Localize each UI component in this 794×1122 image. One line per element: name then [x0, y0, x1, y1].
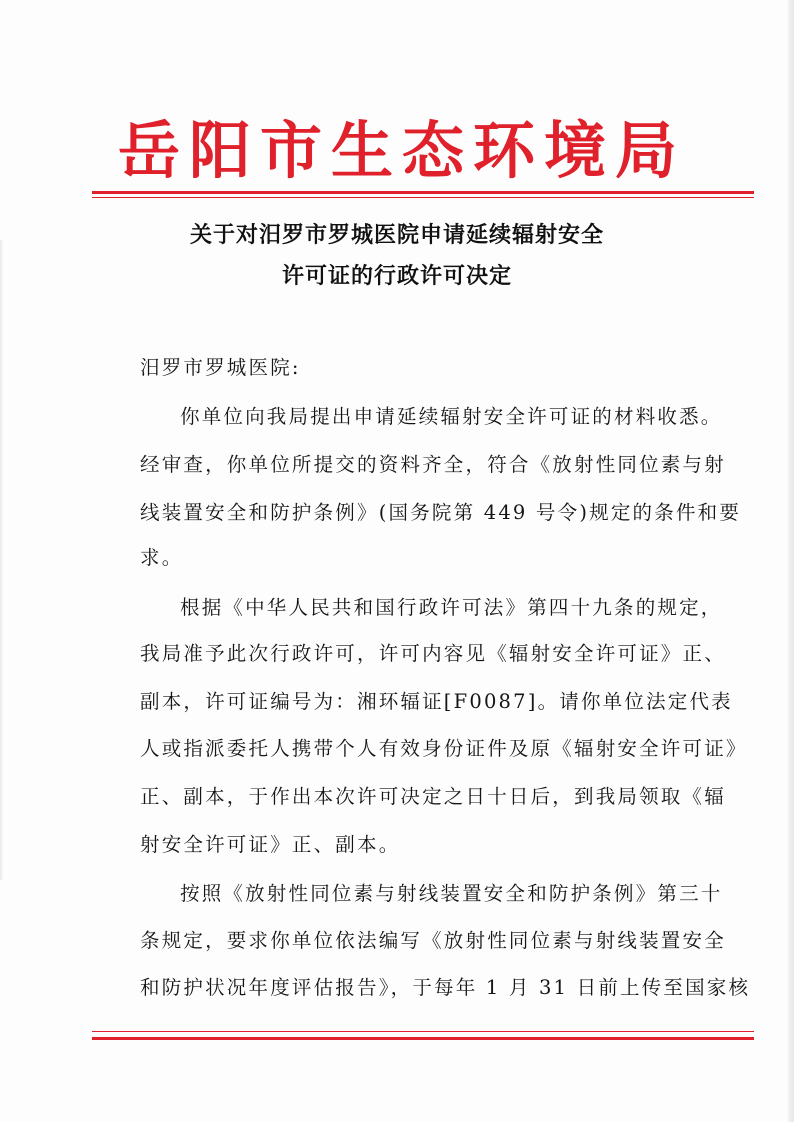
paragraph-1-line-2: 经审查，你单位所提交的资料齐全，符合《放射性同位素与射 — [140, 453, 726, 476]
masthead-rule-thick — [92, 191, 754, 194]
footer-rule-thick — [92, 1037, 754, 1040]
document-title-line-2: 许可证的行政许可决定 — [281, 264, 512, 289]
document-title-line-1: 关于对汨罗市罗城医院申请延续辐射安全 — [189, 223, 604, 248]
agency-masthead: 岳阳市生态环境局 — [117, 114, 686, 187]
paragraph-2-line-1: 根据《中华人民共和国行政许可法》第四十九条的规定， — [180, 596, 723, 619]
masthead-rule-thin — [92, 197, 754, 198]
paragraph-3-line-2: 条规定，要求你单位依法编写《放射性同位素与射线装置安全 — [140, 929, 726, 952]
paragraph-1-line-4: 求。 — [140, 546, 184, 569]
paragraph-1-line-3: 线装置安全和防护条例》(国务院第 449 号令)规定的条件和要 — [140, 501, 742, 524]
paragraph-2-line-4: 人或指派委托人携带个人有效身份证件及原《辐射安全许可证》 — [140, 737, 748, 760]
paragraph-3-line-3: 和防护状况年度评估报告》，于每年 1 月 31 日前上传至国家核 — [140, 976, 751, 999]
paragraph-2-line-3: 副本，许可证编号为：湘环辐证[F0087]。请你单位法定代表 — [140, 690, 733, 713]
scan-shadow-left — [0, 240, 3, 880]
paragraph-2-line-6: 射安全许可证》正、副本。 — [140, 833, 401, 856]
paragraph-1-line-1: 你单位向我局提出申请延续辐射安全许可证的材料收悉。 — [180, 405, 723, 428]
paragraph-3-line-1: 按照《放射性同位素与射线装置安全和防护条例》第三十 — [180, 882, 723, 905]
salutation: 汨罗市罗城医院: — [140, 356, 301, 379]
scan-shadow-right — [788, 0, 794, 1122]
paragraph-2-line-5: 正、副本，于作出本次许可决定之日十日后，到我局领取《辐 — [140, 785, 726, 808]
paragraph-2-line-2: 我局准予此次行政许可，许可内容见《辐射安全许可证》正、 — [140, 642, 726, 665]
footer-rule-thin — [92, 1031, 754, 1032]
